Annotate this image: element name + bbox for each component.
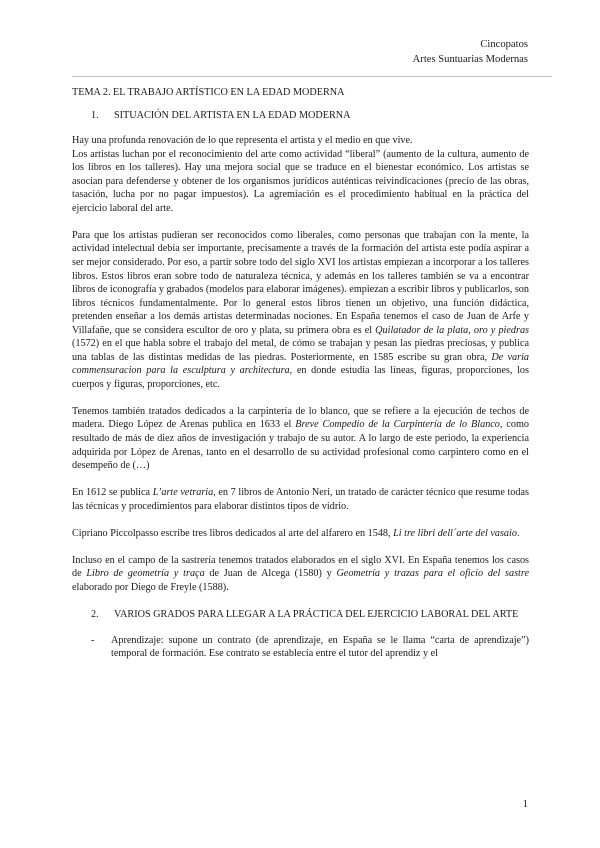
list-item-text: Aprendizaje: supone un contrato (de aprendizaje, en España se le llama “carta de aprendizaje”) temporal de formación. Ese contrato se establecía entre el tutor del aprendiz y el: [111, 634, 529, 660]
paragraph-5: [72, 486, 529, 513]
page-header: [413, 37, 528, 67]
section-1-title: SITUACIÓN DEL ARTISTA EN LA EDAD MODERNA: [114, 109, 351, 121]
paragraph-7-text-b: de Juan de Alcega (1580) y: [204, 568, 337, 580]
paragraph-gap: [72, 391, 529, 405]
paragraph-gap: [72, 594, 529, 608]
paragraph-gap: [72, 215, 529, 229]
section-2-heading: [72, 608, 529, 622]
book-title-arte-vetraria: L’arte vetraria: [152, 487, 214, 499]
book-title-geometria-traca: Libro de geometría y traça: [86, 568, 205, 580]
paragraph-7-text-c: elaborado por Diego de Freyle (1588).: [72, 581, 229, 593]
section-1-heading: [72, 109, 529, 123]
list-item: [72, 634, 529, 661]
paragraph-6-text-a: Cipriano Piccolpasso escribe tres libros dedicados al arte del alfarero en 1548,: [72, 527, 394, 539]
list-dash: -: [91, 634, 95, 646]
section-2-number: 2.: [91, 608, 99, 620]
paragraph-3-text-a: Para que los artistas pudieran ser reconocidos como liberales, como personas que trabajan con la mente, la actividad intelectual debía ser importante, precisamente a través de la formación del artista este podía aspirar a ser mejor considerado. Por eso, a partir sobre todo del siglo XVI los artistas empiezan a incorporar a los talleres libros. Estos libros eran sobre todo de naturaleza técnica, y además en los talleres también se va a encontrar libros de iconografía y grabados (modelos para elaborar imágenes). empiezan a escribir libros y publicarlos, son libros técnicos fundamentalmente. Por lo general estos libros tienen un objetivo, una función didáctica, pretenden enseñar a los demás artistas determinadas nociones. En España tenemos el caso de Juan de Arfe y Villafañe, que se considera escultor de oro y plata, su primera obra es el: [72, 229, 529, 336]
paragraph-2: Los artistas luchan por el reconocimiento del arte como actividad “liberal” (aumento de la cultura, aumento de los libros en los talleres). Hay una mejora social que se traduce en el bienestar económico. Los artistas se asocian para defenderse y obtener de los organismos jurídicos auténticas reivindicaciones (precio de las obras, tasación, lucha por no pagar impuestos). La agremiación es el procedimiento habitual en la práctica del ejercicio laboral del arte.: [72, 148, 529, 214]
section-2-title: VARIOS GRADOS PARA LLEGAR A LA PRÁCTICA DEL EJERCICIO LABORAL DEL ARTE: [114, 608, 519, 620]
book-title-tre-libri: Li tre libri dell´arte del vasaio: [393, 527, 517, 539]
section-1-number: 1.: [91, 109, 99, 121]
header-author: Cincopatos: [480, 39, 528, 50]
paragraph-6-text-b: .: [516, 527, 520, 539]
paragraph-3: [72, 229, 529, 392]
paragraph-7-text-a: Incluso en el campo de la sastrería tenemos tratados elaborados en el siglo XVI. En España tenemos los casos de: [72, 554, 529, 580]
paragraph-4-text-b: , como resultado de más de diez años de investigación y trabajo de su autor. A lo largo de este periodo, la experiencia adquirida por López de Arenas, tanto en el desarrollo de su actividad profesional como carpintero como en el desempeño de (…): [72, 419, 529, 472]
paragraph-5-text-a: En 1612 se publica: [72, 487, 153, 499]
document-body: [72, 86, 529, 661]
paragraph-gap: [72, 540, 529, 554]
book-title-breve-compedio: Breve Compedio de la Carpintería de lo Blanco: [295, 419, 500, 431]
book-title-varia-commensuracion: De varia commensuracion para la esculptura y architectura: [72, 351, 529, 377]
paragraph-1: Hay una profunda renovación de lo que representa el artista y el medio en que vive.: [72, 135, 413, 147]
book-title-quilatador: Quilatador de la plata, oro y piedras: [375, 324, 530, 336]
paragraph-4-text-a: Tenemos también tratados dedicados a la carpintería de lo blanco, que se refiere a la ejecución de techos de madera. Diego López de Arenas publica en 1633 el: [72, 405, 529, 431]
paragraph-gap: [72, 473, 529, 487]
page-number: 1: [522, 799, 528, 810]
paragraph-3-text-c: , en donde estudia las líneas, figuras, proporciones, los cuerpos y figuras, proporciones, etc.: [72, 365, 529, 390]
header-course: Artes Suntuarias Modernas: [412, 54, 528, 65]
paragraph-5-text-b: , en 7 libros de Antonio Neri, un tratado de carácter técnico que resume todas las técnicas y procedimientos para elaborar distintos tipos de vidrio.: [72, 487, 529, 512]
paragraph-6: [72, 527, 529, 541]
header-divider: [72, 76, 552, 77]
book-title-geometria-trazas: Geometría y trazas para el oficio del sastre: [336, 568, 529, 580]
paragraph-3-text-b: (1572) en el que habla sobre el trabajo del metal, de cómo se trabajan y pesan las piedras preciosas, y publica una tablas de las distintas medidas de las piedras. Posteriormente, en 1585 escribe su gran obra,: [72, 338, 529, 363]
paragraph-7: [72, 554, 529, 595]
document-title: TEMA 2. EL TRABAJO ARTÍSTICO EN LA EDAD MODERNA: [72, 87, 345, 98]
paragraph-gap: [72, 513, 529, 527]
paragraph-4: [72, 405, 529, 473]
